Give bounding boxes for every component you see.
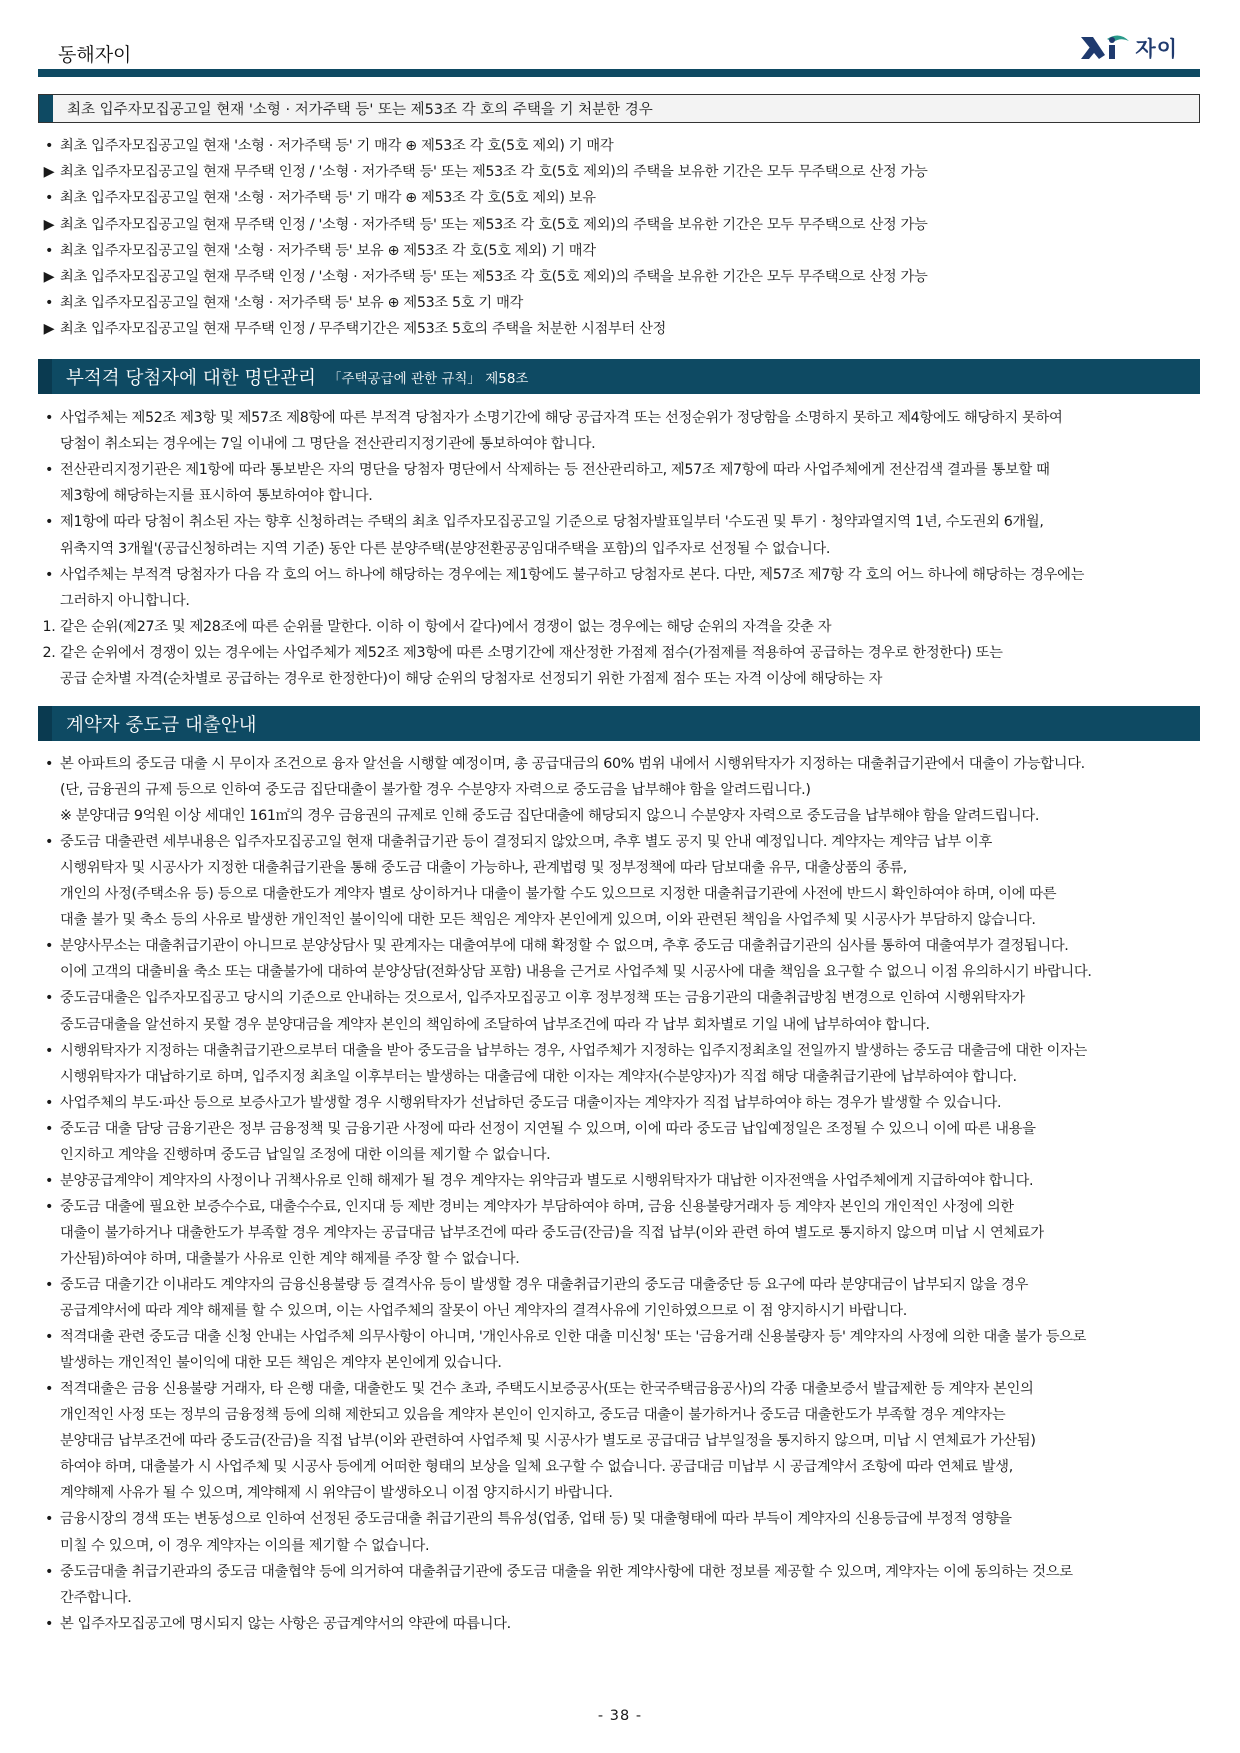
text-line — [38, 536, 1200, 562]
brand-name: 동해자이 — [58, 44, 132, 66]
line-marker: • — [44, 1329, 54, 1346]
text-line — [38, 1559, 1200, 1585]
line-marker: • — [44, 834, 54, 851]
page-number: - 38 - — [597, 1708, 643, 1724]
line-text: 대출이 불가하거나 대출한도가 부족할 경우 계약자는 공급대금 납부조건에 따라 중도금(잔금)을 직접 납부(이와 관련 하여 별도로 통지하지 않으며 미납 시 연체료가 — [60, 1224, 1044, 1241]
line-marker: • — [44, 756, 54, 772]
line-text: 계약해제 사유가 될 수 있으며, 계약해제 시 위약금이 발생하오니 이점 양지하시기 바랍니다. — [60, 1485, 613, 1502]
line-marker: • — [44, 1277, 54, 1293]
text-line — [38, 405, 1200, 431]
bar-edge — [38, 359, 52, 394]
line-text: 공급 순차별 자격(순차별로 공급하는 경우로 한정한다)이 해당 순위의 당첨자로 선정되기 위한 가점제 점수 또는 자격 이상에 해당하는 자 — [60, 671, 883, 687]
line-text: 제1항에 따라 당첨이 취소된 자는 향후 신청하려는 주택의 최초 입주자모집공고일 기준으로 당첨자발표일부터 '수도권 및 투기 · 청약과열지역 1년, 수도권외 6개월, — [60, 514, 1044, 531]
text-line — [38, 777, 1200, 803]
xi-logo-icon — [1079, 33, 1131, 63]
line-text: 분양대금 납부조건에 따라 중도금(잔금)을 직접 납부(이와 관련하여 사업주체 및 시공사가 별도로 공급대금 납부일정을 통지하지 않으며, 미납 시 연체료가 가산됨) — [60, 1433, 1036, 1450]
line-text: 중도금 대출관련 세부내용은 입주자모집공고일 현재 대출취급기관 등이 결정되지 않았으며, 추후 별도 공지 및 안내 예정입니다. 계약자는 계약금 납부 이후 — [60, 834, 992, 851]
text-line — [38, 1533, 1200, 1559]
text-line — [38, 1012, 1200, 1038]
section-bar-ineligible-winners — [38, 359, 1200, 394]
line-marker: • — [44, 1094, 54, 1111]
line-text: 금융시장의 경색 또는 변동성으로 인하여 선정된 중도금대출 취급기관의 특유성(업종, 업태 등) 및 대출형태에 따라 부득이 계약자의 신용등급에 부정적 영향을 — [60, 1511, 1012, 1528]
line-text: 중도금대출은 입주자모집공고 당시의 기준으로 안내하는 것으로서, 입주자모집공고 이후 정부정책 또는 금융기관의 대출취급방침 변경으로 인하여 시행위탁자가 — [60, 990, 1025, 1007]
text-line — [38, 1611, 1200, 1637]
line-text: 당첨이 취소되는 경우에는 7일 이내에 그 명단을 전산관리지정기관에 통보하여야 합니다. — [60, 436, 596, 453]
text-line — [38, 614, 1200, 640]
line-text: 중도금대출을 알선하지 못할 경우 분양대금을 계약자 본인의 책임하에 조달하여 납부조건에 따라 각 납부 회차별로 기일 내에 납부하여야 합니다. — [60, 1016, 930, 1033]
line-text: 적격대출은 금융 신용불량 거래자, 타 은행 대출, 대출한도 및 건수 초과, 주택도시보증공사(또는 한국주택금융공사)의 각종 대출보증서 발급제한 등 계약자 본인의 — [60, 1381, 1034, 1398]
xi-logo — [1079, 32, 1178, 64]
line-text: 이에 고객의 대출비율 축소 또는 대출불가에 대하여 분양상담(전화상담 포함) 내용을 근거로 사업주체 및 시공사에 대출 책임을 요구할 수 없으니 이점 유의하시기 바랍니다. — [60, 964, 1092, 981]
line-marker: • — [44, 990, 54, 1007]
text-line — [38, 1324, 1200, 1350]
line-text: 대출 불가 및 축소 등의 사유로 발생한 개인적인 불이익에 대한 모든 책임은 계약자 본인에게 있으며, 이와 관련된 책임을 사업주체 및 시공사가 부담하지 않습니다. — [60, 912, 1036, 929]
line-text: 분양공급계약이 계약자의 사정이나 귀책사유로 인해 해제가 될 경우 계약자는 위약금과 별도로 시행위탁자가 대납한 이자전액을 사업주체에게 지급하여야 합니다. — [60, 1172, 1034, 1189]
text-line — [38, 1246, 1200, 1272]
boxed-heading-text: 최초 입주자모집공고일 현재 '소형 · 저가주택 등' 또는 제53조 각 호의 주택을 기 처분한 경우 — [67, 102, 653, 118]
line-marker: ▶ — [43, 321, 55, 338]
line-text: 최초 입주자모집공고일 현재 '소형 · 저가주택 등' 기 매각 ⊕ 제53조 각 호(5호 제외) 기 매각 — [60, 138, 614, 154]
line-text: 최초 입주자모집공고일 현재 무주택 인정 / '소형 · 저가주택 등' 또는 제53조 각 호(5호 제외)의 주택을 보유한 기간은 모두 무주택으로 산정 가능 — [60, 164, 928, 181]
text-line — [38, 1428, 1200, 1454]
line-marker: • — [44, 1120, 54, 1137]
text-line — [38, 238, 1200, 264]
line-marker: 2. — [42, 644, 56, 661]
line-marker: • — [44, 514, 54, 531]
line-text: (단, 금융권의 규제 등으로 인하여 중도금 집단대출이 불가할 경우 수분양자 자력으로 중도금을 납부해야 함을 알려드립니다.) — [60, 782, 811, 799]
text-line — [38, 483, 1200, 509]
line-text: 간주합니다. — [60, 1589, 132, 1606]
line-text: 같은 순위(제27조 및 제28조에 따른 순위를 말한다. 이하 이 항에서 같다)에서 경쟁이 없는 경우에는 해당 순위의 자격을 갖춘 자 — [60, 618, 832, 635]
text-line — [38, 264, 1200, 290]
line-marker: • — [44, 242, 54, 259]
text-line — [38, 159, 1200, 185]
text-line — [38, 1298, 1200, 1324]
text-line — [38, 212, 1200, 238]
line-text: 발생하는 개인적인 불이익에 대한 모든 책임은 계약자 본인에게 있습니다. — [60, 1355, 502, 1372]
text-line — [38, 1038, 1200, 1064]
heading-accent — [39, 95, 53, 122]
line-text: 본 입주자모집공고에 명시되지 않는 사항은 공급계약서의 약관에 따릅니다. — [60, 1615, 511, 1632]
line-marker: • — [44, 1381, 54, 1398]
section-subtitle-rule: 「주택공급에 관한 규칙」 제58조 — [327, 370, 529, 387]
line-text: 적격대출 관련 중도금 대출 신청 안내는 사업주체 의무사항이 아니며, '개인사유로 인한 대출 미신청' 또는 '금융거래 신용불량자 등' 계약자의 사정에 의한 대출 불가 등으로 — [60, 1329, 1087, 1346]
line-text: 전산관리지정기관은 제1항에 따라 통보받은 자의 명단을 당첨자 명단에서 삭제하는 등 전산관리하고, 제57조 제7항에 따라 사업주체에게 전산검색 결과를 통보할 때 — [60, 462, 1050, 479]
text-line — [38, 1272, 1200, 1298]
text-line — [38, 1142, 1200, 1168]
line-text: 제3항에 해당하는지를 표시하여 통보하여야 합니다. — [60, 488, 373, 505]
header-rule — [38, 69, 1200, 77]
text-line — [38, 1506, 1200, 1532]
text-line — [38, 907, 1200, 933]
line-marker: • — [44, 1511, 54, 1528]
text-line — [38, 933, 1200, 959]
line-text: 중도금대출 취급기관과의 중도금 대출협약 등에 의거하여 대출취급기관에 중도금 대출을 위한 계약사항에 대한 정보를 제공할 수 있으며, 계약자는 이에 동의하는 것으로 — [60, 1563, 1073, 1580]
text-line — [38, 751, 1200, 777]
boxed-heading — [38, 94, 1200, 123]
line-text: 최초 입주자모집공고일 현재 '소형 · 저가주택 등' 보유 ⊕ 제53조 5호 기 매각 — [60, 295, 523, 312]
text-line — [38, 431, 1200, 457]
line-marker: 1. — [42, 618, 56, 635]
line-text: 개인적인 사정 또는 정부의 금융정책 등에 의해 제한되고 있음을 계약자 본인이 인지하고, 중도금 대출이 불가하거나 중도금 대출한도가 부족할 경우 계약자는 — [60, 1407, 1006, 1424]
line-text: ※ 분양대금 9억원 이상 세대인 161㎡의 경우 금융권의 규제로 인해 중도금 집단대출에 해당되지 않으니 수분양자 자력으로 중도금을 납부해야 함을 알려드립니다. — [60, 808, 1040, 825]
text-line — [38, 959, 1200, 985]
line-text: 사업주체의 부도·파산 등으로 보증사고가 발생할 경우 시행위탁자가 선납하던 중도금 대출이자는 계약자가 직접 납부하여야 하는 경우가 발생할 수 있습니다. — [60, 1094, 1002, 1111]
line-text: 최초 입주자모집공고일 현재 무주택 인정 / 무주택기간은 제53조 5호의 주택을 처분한 시점부터 산정 — [60, 321, 667, 338]
text-line — [38, 316, 1200, 342]
line-marker: • — [44, 1198, 54, 1215]
line-text: 최초 입주자모집공고일 현재 무주택 인정 / '소형 · 저가주택 등' 또는 제53조 각 호(5호 제외)의 주택을 보유한 기간은 모두 무주택으로 산정 가능 — [60, 269, 928, 285]
line-text: 인지하고 계약을 진행하며 중도금 납일일 조정에 대한 이의를 제기할 수 없습니다. — [60, 1146, 551, 1163]
text-line — [38, 1168, 1200, 1194]
text-line — [38, 562, 1200, 588]
text-line — [38, 1064, 1200, 1090]
line-text: 같은 순위에서 경쟁이 있는 경우에는 사업주체가 제52조 제3항에 따른 소명기간에 재산정한 가점제 점수(가점제를 적용하여 공급하는 경우로 한정한다) 또는 — [60, 644, 1003, 661]
section-title-loan: 계약자 중도금 대출안내 — [66, 714, 257, 736]
page-header — [38, 30, 1200, 70]
line-marker: • — [44, 295, 54, 312]
text-line — [38, 1090, 1200, 1116]
line-marker: • — [44, 1615, 54, 1632]
text-line — [38, 1585, 1200, 1611]
line-marker: • — [44, 1563, 54, 1580]
line-marker: • — [44, 462, 54, 479]
line-text: 하여야 하며, 대출불가 시 사업주체 및 시공사 등에게 어떠한 형태의 보상을 일체 요구할 수 없습니다. 공급대금 미납부 시 공급계약서 조항에 따라 연체료 발생, — [60, 1459, 1013, 1476]
line-text: 사업주체는 제52조 제3항 및 제57조 제8항에 따른 부적격 당첨자가 소명기간에 해당 공급자격 또는 선정순위가 정당함을 소명하지 못하고 제4항에도 해당하지 못하여 — [60, 410, 1063, 426]
bar-edge — [38, 706, 52, 741]
section-title-ineligible: 부적격 당첨자에 대한 명단관리 — [66, 367, 316, 389]
line-text: 최초 입주자모집공고일 현재 '소형 · 저가주택 등' 보유 ⊕ 제53조 각 호(5호 제외) 기 매각 — [60, 242, 596, 259]
line-text: 분양사무소는 대출취급기관이 아니므로 분양상담사 및 관계자는 대출여부에 대해 확정할 수 없으며, 추후 중도금 대출취급기관의 심사를 통하여 대출여부가 결정됩니다. — [60, 938, 1069, 955]
text-line — [38, 588, 1200, 614]
line-marker: • — [44, 190, 54, 207]
line-text: 시행위탁자가 대납하기로 하며, 입주지정 최초일 이후부터는 발생하는 대출금에 대한 이자는 계약자(수분양자)가 직접 해당 대출취급기관에 납부하여야 합니다. — [60, 1068, 1017, 1085]
line-marker: • — [44, 410, 54, 426]
line-text: 최초 입주자모집공고일 현재 '소형 · 저가주택 등' 기 매각 ⊕ 제53조 각 호(5호 제외) 보유 — [60, 190, 596, 207]
line-text: 본 아파트의 중도금 대출 시 무이자 조건으로 융자 알선을 시행할 예정이며, 총 공급대금의 60% 범위 내에서 시행위탁자가 지정하는 대출취급기관에서 대출이 가능합니다. — [60, 756, 1085, 772]
text-line — [38, 1116, 1200, 1142]
line-marker: • — [44, 566, 54, 583]
line-text: 중도금 대출 담당 금융기관은 정부 금융정책 및 금융기관 사정에 따라 선정이 지연될 수 있으며, 이에 따라 중도금 납입예정일은 조정될 수 있으니 이에 따른 내용을 — [60, 1120, 1036, 1137]
line-marker: ▶ — [43, 269, 55, 285]
text-line — [38, 185, 1200, 211]
line-text: 공급계약서에 따라 계약 해제를 할 수 있으며, 이는 사업주체의 잘못이 아닌 계약자의 결격사유에 기인하였으므로 이 점 양지하시기 바랍니다. — [60, 1303, 907, 1320]
text-line — [38, 1402, 1200, 1428]
text-line — [38, 803, 1200, 829]
line-text: 최초 입주자모집공고일 현재 무주택 인정 / '소형 · 저가주택 등' 또는 제53조 각 호(5호 제외)의 주택을 보유한 기간은 모두 무주택으로 산정 가능 — [60, 216, 928, 233]
line-text: 가산됨)하여야 하며, 대출불가 사유로 인한 계약 해제를 주장 할 수 없습니다. — [60, 1250, 520, 1267]
text-line — [38, 829, 1200, 855]
text-line — [38, 666, 1200, 692]
text-line — [38, 1194, 1200, 1220]
line-text: 중도금 대출에 필요한 보증수수료, 대출수수료, 인지대 등 제반 경비는 계약자가 부담하여야 하며, 금융 신용불량거래자 등 계약자 본인의 개인적인 사정에 의한 — [60, 1198, 1014, 1215]
line-marker: • — [44, 1172, 54, 1189]
text-line — [38, 509, 1200, 535]
line-text: 미칠 수 있으며, 이 경우 계약자는 이의를 제기할 수 없습니다. — [60, 1537, 430, 1554]
logo-text: 자이 — [1135, 37, 1178, 61]
text-line — [38, 290, 1200, 316]
line-marker: ▶ — [43, 164, 55, 181]
line-text: 위축지역 3개월'(공급신청하려는 지역 기준) 동안 다른 분양주택(분양전환공공임대주택을 포함)의 입주자로 선정될 수 없습니다. — [60, 540, 831, 557]
text-line — [38, 640, 1200, 666]
line-text: 중도금 대출기간 이내라도 계약자의 금융신용불량 등 결격사유 등이 발생할 경우 대출취급기관의 중도금 대출중단 등 요구에 따라 분양대금이 납부되지 않을 경우 — [60, 1277, 1029, 1293]
line-text: 개인의 사정(주택소유 등) 등으로 대출한도가 계약자 별로 상이하거나 대출이 불가할 수도 있으므로 지정한 대출취급기관에 사전에 반드시 확인하여야 하며, 이에 따른 — [60, 886, 1057, 903]
line-marker: ▶ — [43, 216, 55, 233]
line-text: 그러하지 아니합니다. — [60, 592, 190, 609]
line-marker: • — [44, 1042, 54, 1059]
text-line — [38, 1220, 1200, 1246]
text-line — [38, 1480, 1200, 1506]
text-line — [38, 985, 1200, 1011]
text-line — [38, 457, 1200, 483]
text-line — [38, 133, 1200, 159]
line-marker: • — [44, 938, 54, 955]
text-line — [38, 881, 1200, 907]
text-line — [38, 1454, 1200, 1480]
line-text: 사업주체는 부적격 당첨자가 다음 각 호의 어느 하나에 해당하는 경우에는 제1항에도 불구하고 당첨자로 본다. 다만, 제57조 제7항 각 호의 어느 하나에 해당하는 경우에는 — [60, 566, 1085, 583]
line-text: 시행위탁자가 지정하는 대출취급기관으로부터 대출을 받아 중도금을 납부하는 경우, 사업주체가 지정하는 입주지정최초일 전일까지 발생하는 중도금 대출금에 대한 이자는 — [60, 1042, 1088, 1059]
line-text: 시행위탁자 및 시공사가 지정한 대출취급기관을 통해 중도금 대출이 가능하나, 관계법령 및 정부정책에 따라 담보대출 유무, 대출상품의 종류, — [60, 860, 907, 877]
line-marker: • — [44, 138, 54, 154]
text-line — [38, 1376, 1200, 1402]
text-line — [38, 855, 1200, 881]
text-line — [38, 1350, 1200, 1376]
section-bar-loan-guide — [38, 706, 1200, 741]
